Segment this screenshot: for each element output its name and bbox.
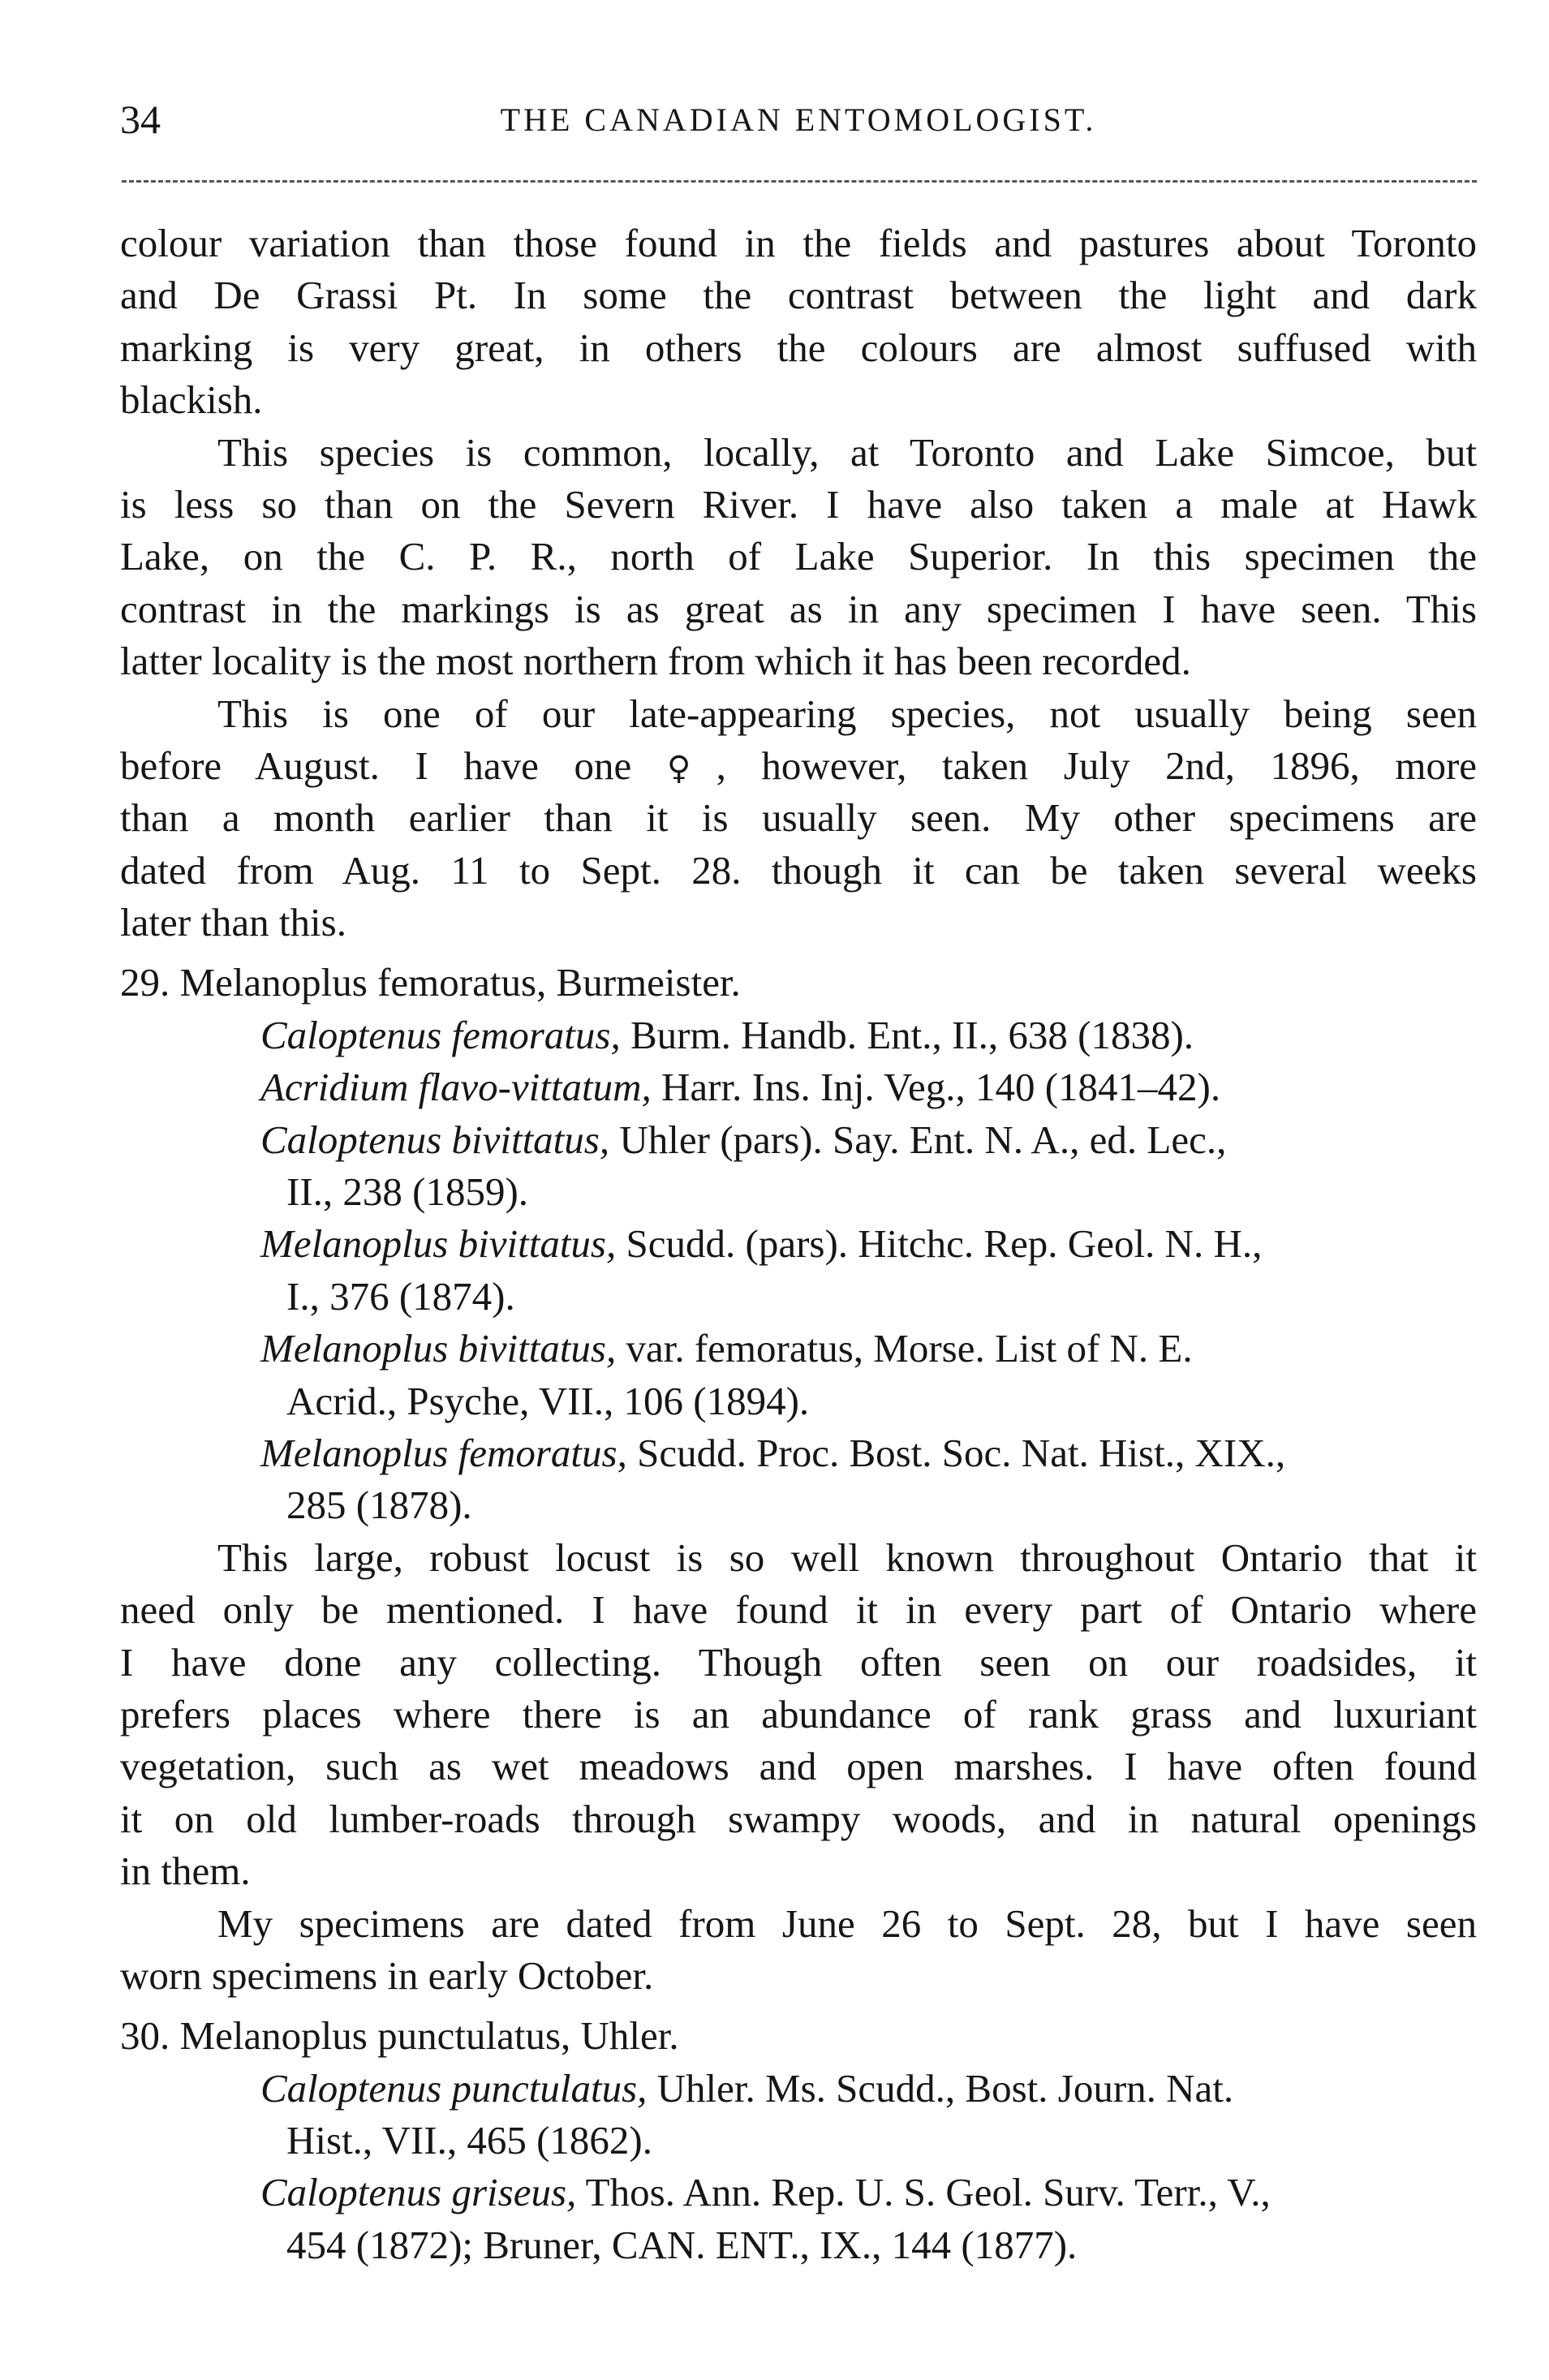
spacer bbox=[120, 2002, 1477, 2010]
synonym-name: Caloptenus bivittatus, bbox=[260, 1117, 610, 1162]
synonym-reference: Scudd. (pars). Hitchc. Rep. Geol. N. H., bbox=[626, 1221, 1263, 1267]
text-line: Lake, on the C. P. R., north of Lake Superior. In this specimen the bbox=[120, 534, 1477, 579]
synonym-reference: Thos. Ann. Rep. U. S. Geol. Surv. Terr., V., bbox=[585, 2170, 1271, 2215]
text-fragment: before August. I have one bbox=[120, 742, 667, 788]
text-line: This large, robust locust is so well known throughout Ontario that it bbox=[217, 1534, 1477, 1580]
text-line: it on old lumber-roads through swampy woods, and in natural openings bbox=[120, 1796, 1477, 1841]
text-line: and De Grassi Pt. In some the contrast between the light and dark bbox=[120, 273, 1477, 318]
synonym-reference: Scudd. Proc. Bost. Soc. Nat. Hist., XIX., bbox=[637, 1430, 1286, 1475]
page-header bbox=[120, 96, 1477, 153]
synonym-name: Caloptenus punctulatus, bbox=[260, 2065, 648, 2111]
synonym-reference: Burm. Handb. Ent., II., 638 (1838). bbox=[630, 1012, 1194, 1057]
synonym-continuation: II., 238 (1859). bbox=[286, 1169, 529, 1215]
synonym-continuation: 454 (1872); Bruner, CAN. ENT., IX., 144 (1877). bbox=[286, 2222, 1078, 2267]
running-title: THE CANADIAN ENTOMOLOGIST. bbox=[500, 101, 1097, 138]
body-text bbox=[120, 217, 1477, 2271]
spacer bbox=[120, 949, 1477, 957]
synonym-name: Acridium flavo-vittatum, bbox=[260, 1065, 652, 1110]
text-line: blackish. bbox=[120, 377, 263, 423]
page-number: 34 bbox=[120, 97, 161, 142]
synonym-continuation: Hist., VII., 465 (1862). bbox=[286, 2118, 652, 2163]
text-line: This species is common, locally, at Toronto and Lake Simcoe, but bbox=[217, 429, 1477, 475]
synonym-name: Melanoplus bivittatus, bbox=[260, 1221, 617, 1267]
synonym-line bbox=[120, 1009, 1477, 1061]
synonym-continuation: Acrid., Psyche, VII., 106 (1894). bbox=[286, 1378, 810, 1423]
text-line: than a month earlier than it is usually seen. My other specimens are bbox=[120, 795, 1477, 841]
text-line: is less so than on the Severn River. I have also taken a male at Hawk bbox=[120, 481, 1477, 527]
synonym-line bbox=[120, 2063, 1477, 2115]
text-line: worn specimens in early October. bbox=[120, 1952, 654, 1998]
synonym-line bbox=[120, 1427, 1477, 1479]
text-line: vegetation, such as wet meadows and open marshes. I have often found bbox=[120, 1744, 1477, 1789]
text-line: colour variation than those found in the fields and pastures about Toronto bbox=[120, 221, 1477, 265]
text-line: prefers places where there is an abundance of rank grass and luxuriant bbox=[120, 1691, 1477, 1737]
synonym-line bbox=[120, 2167, 1477, 2219]
synonym-line bbox=[120, 1061, 1477, 1113]
synonym-name: Melanoplus bivittatus, bbox=[260, 1326, 617, 1371]
text-line: contrast in the markings is as great as in any specimen I have seen. This bbox=[120, 586, 1477, 631]
text-line: latter locality is the most northern from which it has been recorded. bbox=[120, 639, 1191, 684]
text-line: I have done any collecting. Though often seen on our roadsides, it bbox=[120, 1639, 1477, 1685]
text-line: dated from Aug. 11 to Sept. 28. though it can be taken several weeks bbox=[120, 847, 1477, 893]
text-line: My specimens are dated from June 26 to Sept. 28, but I have seen bbox=[217, 1900, 1477, 1946]
text-line: This is one of our late-appearing species, not usually being seen bbox=[217, 691, 1477, 736]
text-line: marking is very great, in others the colours are almost suffused with bbox=[120, 325, 1477, 370]
synonym-name: Caloptenus griseus, bbox=[260, 2170, 577, 2215]
text-line bbox=[120, 740, 1477, 792]
species-heading: 29. Melanoplus femoratus, Burmeister. bbox=[120, 960, 741, 1005]
text-line: in them. bbox=[120, 1848, 251, 1894]
synonym-name: Melanoplus femoratus, bbox=[260, 1430, 627, 1475]
synonym-line bbox=[120, 1323, 1477, 1375]
text-fragment: , however, taken July 2nd, 1896, more bbox=[716, 742, 1478, 788]
synonym-line bbox=[120, 1114, 1477, 1166]
synonym-reference: Uhler. Ms. Scudd., Bost. Journ. Nat. bbox=[656, 2065, 1234, 2111]
synonym-reference: Uhler (pars). Say. Ent. N. A., ed. Lec., bbox=[619, 1117, 1227, 1162]
text-line: need only be mentioned. I have found it in every part of Ontario where bbox=[120, 1587, 1477, 1633]
synonym-line bbox=[120, 1218, 1477, 1270]
synonym-continuation: I., 376 (1874). bbox=[286, 1273, 515, 1319]
synonym-continuation: 285 (1878). bbox=[286, 1483, 472, 1528]
text-line: later than this. bbox=[120, 900, 346, 945]
synonym-reference: Harr. Ins. Inj. Veg., 140 (1841–42). bbox=[661, 1065, 1221, 1110]
synonym-name: Caloptenus femoratus, bbox=[260, 1012, 621, 1057]
header-rule bbox=[122, 180, 1477, 183]
female-symbol: ♀ bbox=[666, 749, 716, 787]
synonym-reference: var. femoratus, Morse. List of N. E. bbox=[626, 1326, 1193, 1371]
species-heading: 30. Melanoplus punctulatus, Uhler. bbox=[120, 2013, 679, 2059]
